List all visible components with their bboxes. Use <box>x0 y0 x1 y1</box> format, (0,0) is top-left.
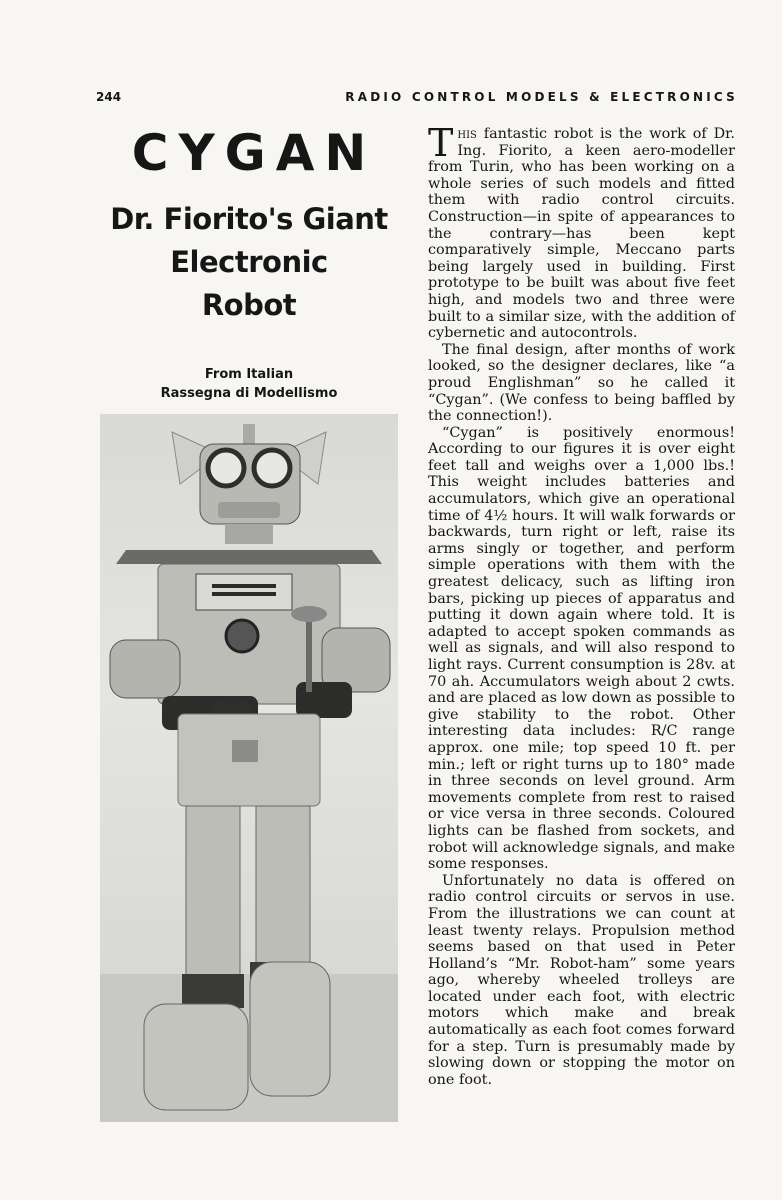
page-header <box>96 90 738 108</box>
held-gear <box>291 606 327 622</box>
source-line-2: Rassegna di Modellismo <box>160 386 338 401</box>
article-title: CYGAN <box>131 124 377 182</box>
first-word: his <box>457 126 477 142</box>
antenna-post <box>243 424 255 446</box>
subtitle-line-3: Robot <box>201 288 297 322</box>
chest-dial <box>226 620 258 652</box>
robot-neck <box>225 524 273 544</box>
paragraph-4: Unfortunately no data is offered on radio control circuits or servos in use. From the illustrations we can count at least twenty relays. Propulsion method seems based on that used in Peter Holland’s “Mr. Robot-ham” some years ago, whereby wheeled trolleys are located under each foot, with electric motors which make and break automatically as each foot comes forward for a step. Turn is presumably made by slowing down or stopping the motor on one foot. <box>428 872 735 1088</box>
hip-plate <box>232 740 258 762</box>
paragraph-2: The final design, after months of work looked, so the designer declares, like “a proud Englishman” so he called it “Cygan”. (We confess to being baffled by the connection!). <box>428 341 735 425</box>
left-arm <box>110 640 180 698</box>
subtitle-line-1: Dr. Fiorito's Giant <box>110 202 388 236</box>
subtitle-line-2: Electronic <box>170 245 328 279</box>
right-eye <box>254 450 290 486</box>
robot-mouth <box>218 502 280 518</box>
title-block <box>96 122 402 403</box>
held-rod <box>306 610 312 692</box>
left-eye <box>208 450 244 486</box>
left-ankle <box>182 974 244 1008</box>
robot-photo <box>100 414 398 1122</box>
source-line-1: From Italian <box>204 367 294 382</box>
article-source <box>96 365 402 403</box>
right-leg <box>256 806 310 976</box>
drop-cap: T <box>428 121 454 165</box>
running-head: RADIO CONTROL MODELS & ELECTRONICS <box>345 90 738 104</box>
paragraph-1 <box>428 121 735 342</box>
article-subtitle <box>96 198 402 327</box>
right-hand <box>296 682 352 718</box>
shoulder-plate <box>116 550 382 564</box>
page-number: 244 <box>96 90 122 104</box>
paragraph-3: “Cygan” is positively enormous! According to our figures it is over eight feet tall and weighs over a 1,000 lbs.! This weight includes batteries and accumulators, which give an operational time of 4½ hours. It will walk forwards or backwards, turn right or left, raise its arms singly or together, and perform simple operations with them with the greatest delicacy, such as lifting iron bars, picking up pieces of apparatus and putting it down again where told. It is adapted to accept spoken commands as well as signals, and will also respond to light rays. Current consumption is 28v. at 70 ah. Accumulators weigh about 2 cwts. and are placed as low down as possible to give stability to the robot. Other interesting data includes: R/C range approx. one mile; top speed 10 ft. per min.; left or right turns up to 180° made in three seconds on level ground. Arm movements complete from rest to raised or vice versa in three seconds. Coloured lights can be flashed from sockets, and robot will acknowledge signals, and make some responses. <box>428 424 735 873</box>
left-foot <box>144 1004 248 1110</box>
article-body <box>428 121 735 1088</box>
left-leg <box>186 806 240 976</box>
robot-illustration <box>100 414 398 1122</box>
paragraph-1-text: fantastic robot is the work of Dr. Ing. Fiorito, a keen aero-modeller from Turin, who has been working on a whole series of such models and fitted them with radio control circuits. Construction—in spite of appearances to the contrary—has been kept comparatively simple, Meccano parts being largely used in building. First prototype to be built was about five feet high, and models two and three were built to a similar size, with the addition of cybernetic and autocontrols. <box>428 126 735 342</box>
right-foot <box>250 962 330 1096</box>
